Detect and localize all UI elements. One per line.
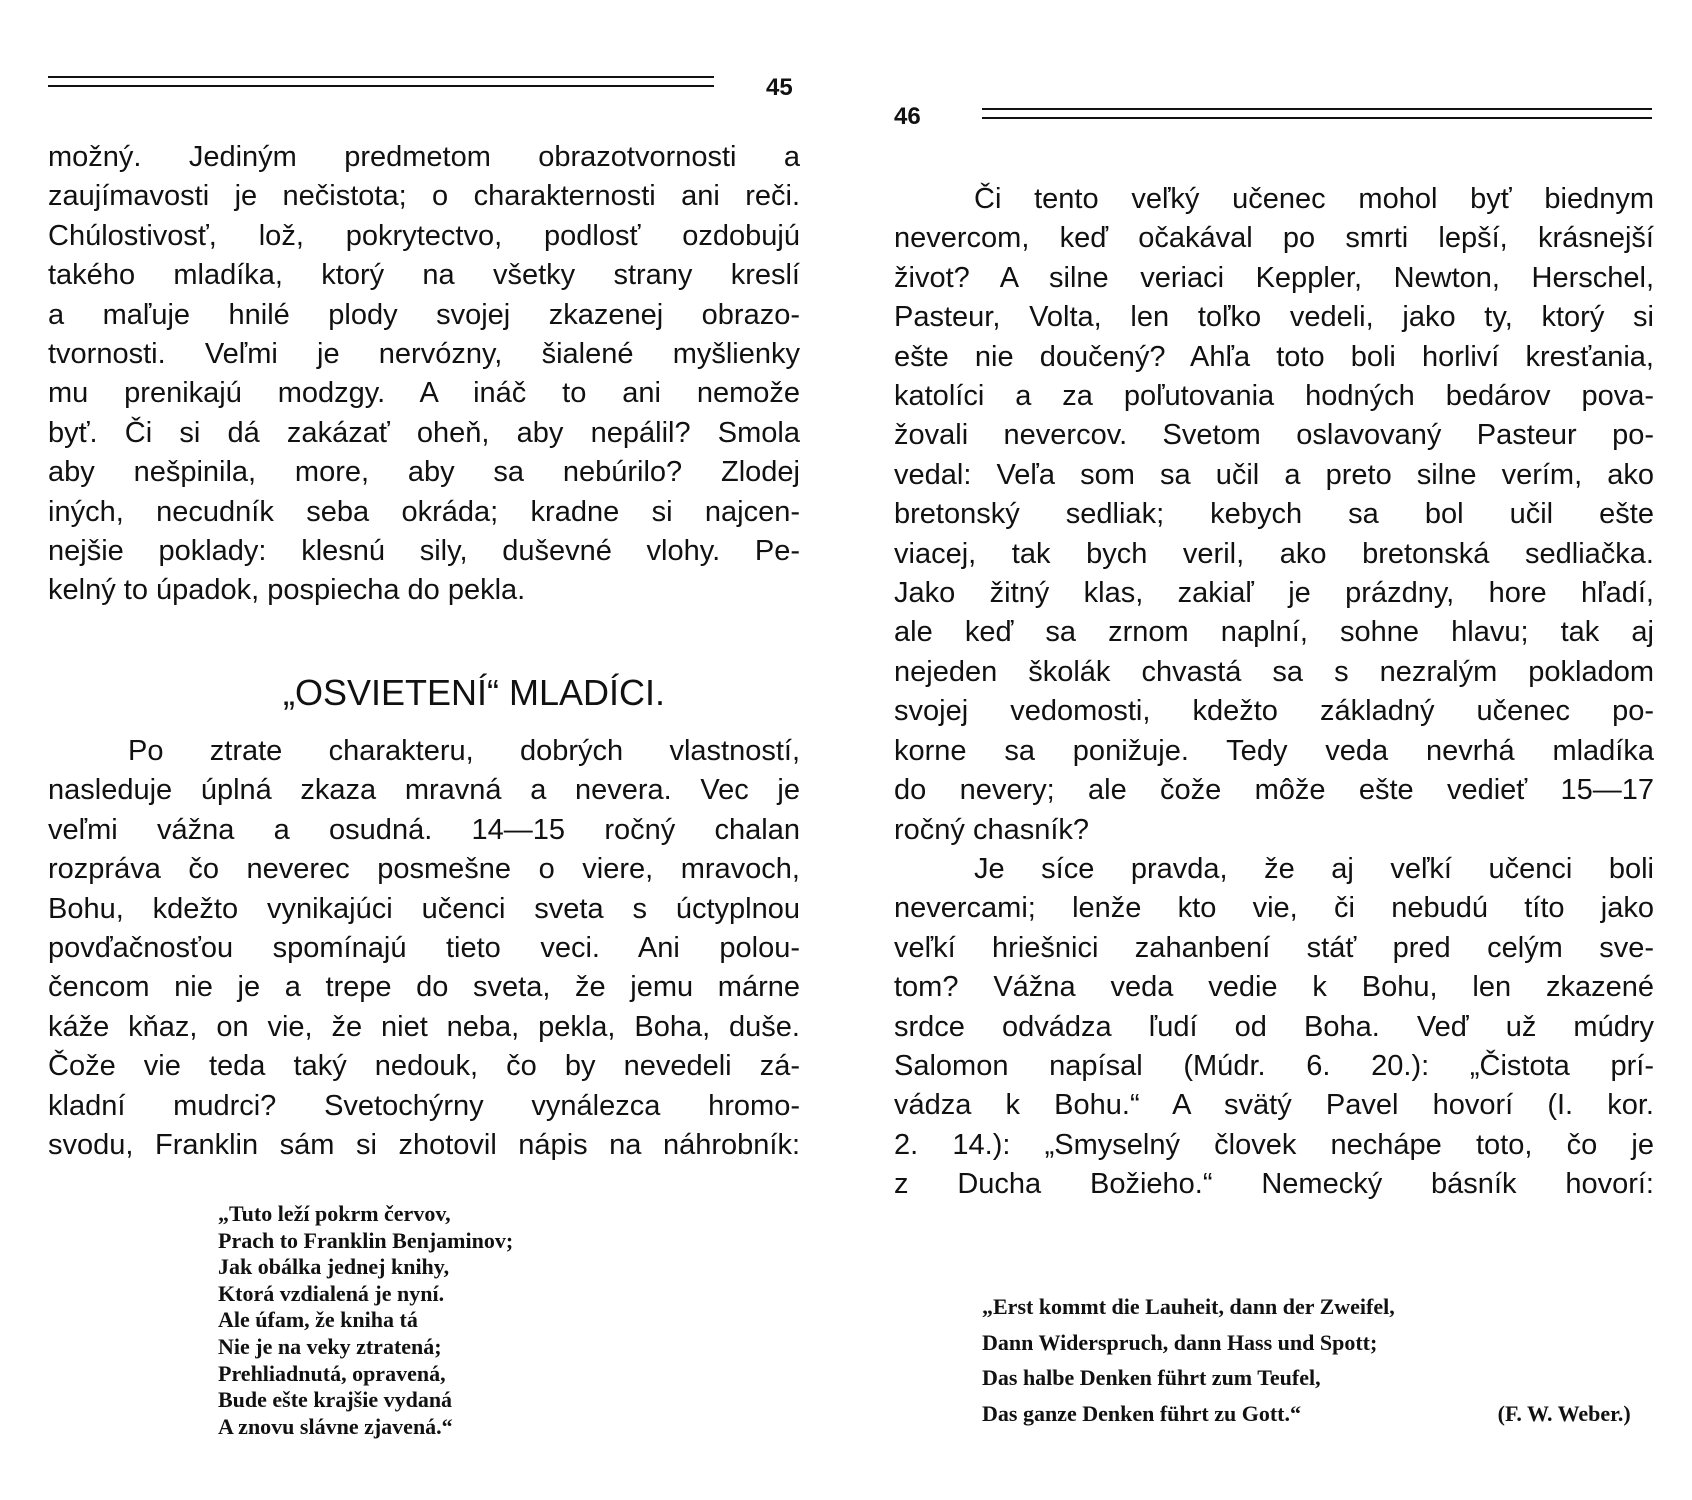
poem-attribution: (F. W. Weber.) bbox=[1497, 1400, 1631, 1426]
text-line: žovali nevercov. Svetom oslavovaný Pasteur po- bbox=[894, 419, 1654, 452]
text-line: Po ztrate charakteru, dobrých vlastností, bbox=[128, 735, 800, 767]
text-line: vádza k Bohu.“ A svätý Pavel hovorí (I. kor. bbox=[894, 1089, 1654, 1122]
text-line: z Ducha Božieho.“ Nemecký básník hovorí: bbox=[894, 1168, 1654, 1201]
text-line: veľmi vážna a osudná. 14—15 ročný chalan bbox=[48, 813, 800, 846]
poem-line: Jak obálka jednej knihy, bbox=[218, 1254, 450, 1280]
text-line: Jako žitný klas, zakiaľ je prázdny, hore hľadí, bbox=[894, 577, 1654, 610]
poem-line: A znovu slávne zjavená.“ bbox=[218, 1413, 453, 1439]
text-line: ešte nie doučený? Ahľa toto boli horliví kresťania, bbox=[894, 340, 1654, 373]
text-line: nevercami; lenže kto vie, či nebudú títo jako bbox=[894, 892, 1654, 925]
text-line: kladní mudrci? Svetochýrny vynálezca hromo- bbox=[48, 1089, 800, 1122]
text-line: Či tento veľký učenec mohol byť biednym bbox=[974, 183, 1654, 215]
section-heading: „OSVIETENÍ“ MLADÍCI. bbox=[282, 672, 666, 713]
text-line: Chúlostivosť, lož, pokrytectvo, podlosť ozdobujú bbox=[48, 219, 800, 252]
page-number: 46 bbox=[894, 103, 921, 130]
text-line: Salomon napísal (Múdr. 6. 20.): „Čistota prí- bbox=[894, 1049, 1654, 1082]
text-line: a maľuje hnilé plody svojej zkazenej obrazo- bbox=[48, 298, 800, 331]
text-line: svodu, Franklin sám si zhotovil nápis na náhrobník: bbox=[48, 1129, 800, 1162]
text-line: ročný chasník? bbox=[894, 813, 1090, 846]
text-line: katolíci a za poľutovania hodných bedárov pova- bbox=[894, 380, 1654, 413]
text-line: Bohu, kdežto vynikajúci učenci sveta s úctyplnou bbox=[48, 892, 800, 925]
text-line: nasleduje úplná zkaza mravná a nevera. Vec je bbox=[48, 774, 800, 807]
page-number: 45 bbox=[766, 74, 793, 101]
paragraph bbox=[48, 138, 800, 611]
text-line: rozpráva čo neverec posmešne o viere, mravoch, bbox=[48, 853, 800, 886]
text-line: Čože vie teda taký nedouk, čo by nevedeli zá- bbox=[48, 1050, 800, 1083]
text-line: viacej, tak bych veril, ako bretonská sedliačka. bbox=[894, 537, 1654, 570]
text-line: Je síce pravda, že aj veľkí učenci boli bbox=[974, 852, 1654, 885]
text-line: tvornosti. Veľmi je nervózny, šialené myšlienky bbox=[48, 338, 800, 371]
text-line: Pasteur, Volta, len toľko vedeli, jako ty, ktorý si bbox=[894, 301, 1654, 334]
header-rule bbox=[982, 108, 1652, 119]
text-line: nejšie poklady: klesnú sily, duševné vlohy. Pe- bbox=[48, 535, 800, 568]
poem-line: Prach to Franklin Benjaminov; bbox=[218, 1227, 514, 1253]
text-line: kelný to úpadok, pospiecha do pekla. bbox=[48, 574, 526, 607]
header-rule bbox=[48, 76, 714, 87]
text-line: život? A silne veriaci Keppler, Newton, Herschel, bbox=[894, 261, 1654, 294]
text-line: čencom nie je a trepe do sveta, že jemu márne bbox=[48, 971, 800, 1004]
poem-line: Bude ešte krajšie vydaná bbox=[218, 1387, 453, 1413]
text-line: zaujímavosti je nečistota; o charakternosti ani reči. bbox=[48, 180, 800, 213]
poem-line: Das halbe Denken führt zum Teufel, bbox=[982, 1365, 1321, 1390]
epitaph-poem bbox=[218, 1201, 513, 1440]
text-line: bretonský sedliak; kebych sa bol učil ešte bbox=[894, 498, 1654, 531]
quote-poem bbox=[982, 1289, 1631, 1431]
text-line: aby nešpinila, more, aby sa nebúrilo? Zlodej bbox=[48, 456, 800, 489]
text-line: tom? Vážna veda vedie k Bohu, len zkazené bbox=[894, 971, 1654, 1004]
text-line: svojej vedomosti, kdežto základný učenec po- bbox=[894, 695, 1654, 728]
text-line: povďačnosťou spomínajú tieto veci. Ani polou- bbox=[48, 932, 800, 965]
text-line: byť. Či si dá zakázať oheň, aby nepálil? Smola bbox=[48, 416, 800, 449]
text-line: veľkí hriešnici zahanbení stáť pred celým sve- bbox=[894, 931, 1654, 964]
poem-line: Das ganze Denken führt zu Gott.“ bbox=[982, 1400, 1301, 1426]
paragraph bbox=[48, 732, 800, 1165]
text-line: ale keď sa zrnom naplní, sohne hlavu; tak aj bbox=[894, 616, 1654, 649]
text-line: mu prenikajú modzgy. A ináč to ani nemože bbox=[48, 377, 800, 410]
text-line: iných, necudník seba okráda; kradne si najcen- bbox=[48, 495, 800, 528]
text-line: vedal: Veľa som sa učil a preto silne verím, ako bbox=[894, 458, 1654, 491]
text-line: 2. 14.): „Smyselný človek nechápe toto, čo je bbox=[894, 1128, 1654, 1161]
poem-line: „Erst kommt die Lauheit, dann der Zweifel, bbox=[982, 1294, 1395, 1319]
text-line: káže kňaz, on vie, že niet neba, pekla, Boha, duše. bbox=[48, 1010, 800, 1043]
poem-line: Ale úfam, že kniha tá bbox=[218, 1307, 418, 1333]
text-line: možný. Jediným predmetom obrazotvornosti a bbox=[48, 141, 800, 173]
poem-line: „Tuto leží pokrm červov, bbox=[218, 1201, 451, 1226]
text-line: korne sa ponižuje. Tedy veda nevrhá mladíka bbox=[894, 734, 1654, 767]
paragraph bbox=[894, 180, 1654, 1205]
poem-line: Ktorá vzdialená je nyní. bbox=[218, 1280, 445, 1306]
right-page bbox=[846, 0, 1692, 1500]
text-line: takého mladíka, ktorý na všetky strany kreslí bbox=[48, 259, 800, 292]
poem-line: Nie je na veky ztratená; bbox=[218, 1333, 442, 1359]
text-line: do nevery; ale čože môže ešte vedieť 15—17 bbox=[894, 774, 1654, 807]
poem-line: Dann Widerspruch, dann Hass und Spott; bbox=[982, 1329, 1378, 1355]
text-line: srdce odvádza ľudí od Boha. Veď už múdry bbox=[894, 1010, 1654, 1043]
poem-line: Prehliadnutá, opravená, bbox=[218, 1360, 446, 1386]
text-line: nejeden školák chvastá sa s nezralým pokladom bbox=[894, 655, 1654, 688]
text-line: nevercom, keď očakával po smrti lepší, krásnejší bbox=[894, 222, 1654, 255]
